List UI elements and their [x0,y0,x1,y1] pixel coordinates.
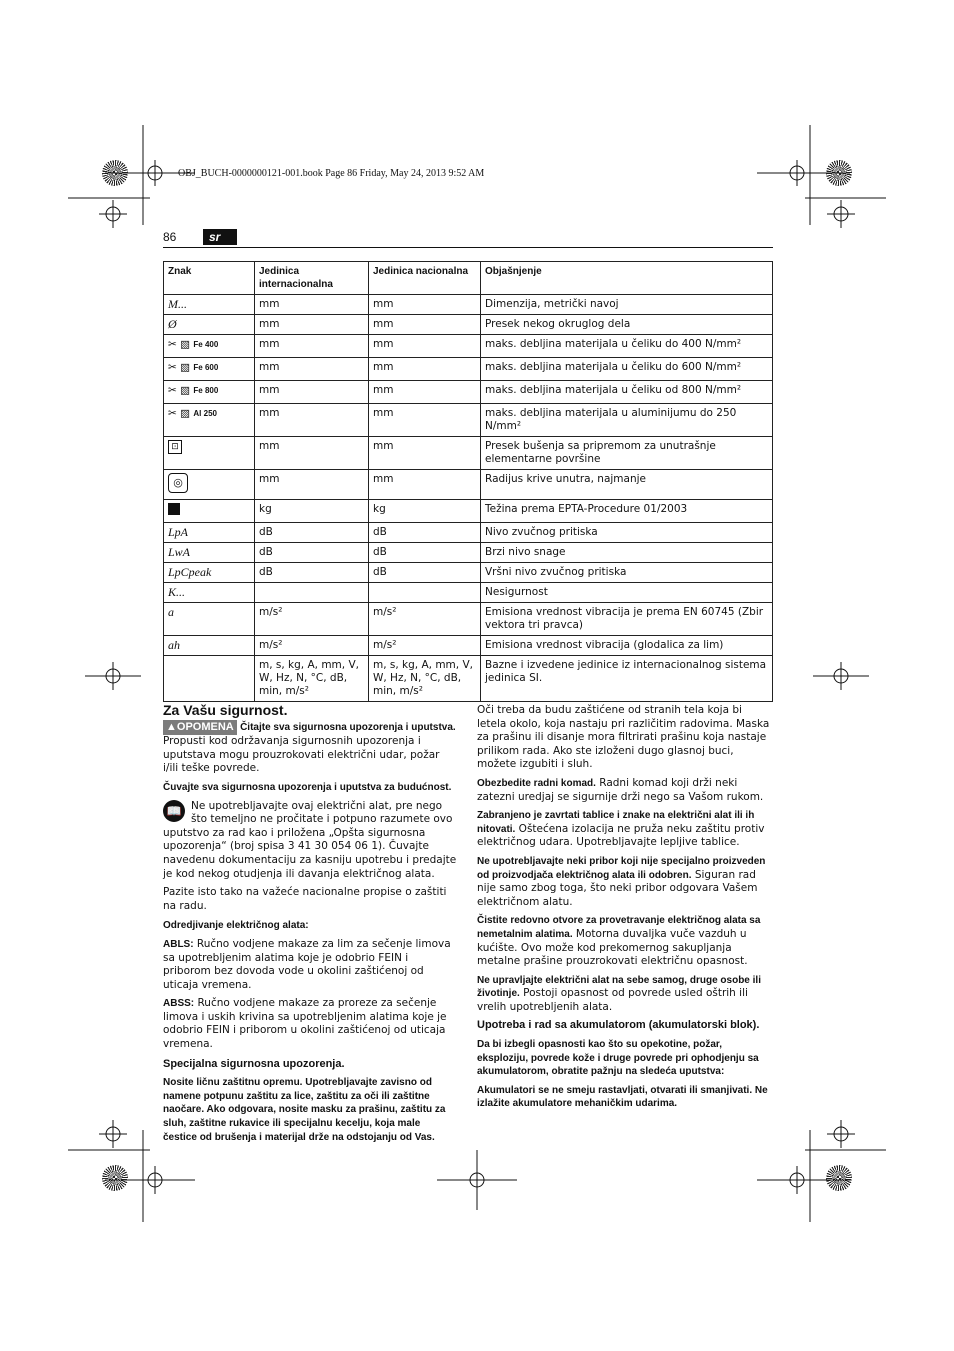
table-row [164,563,773,583]
national-unit-cell: mm [369,358,481,381]
national-unit-cell [369,583,481,603]
national-unit-cell: m, s, kg, A, mm, V, W, Hz, N, °C, dB, min, m/s² [369,656,481,702]
table-row [164,315,773,335]
material-label: Al 250 [193,409,217,418]
accessories-paragraph [477,855,773,909]
table-row [164,543,773,563]
symbol-cell: K... [164,583,255,603]
intl-unit-cell: dB [255,563,369,583]
accessories-bold: Ne upotrebljavajte neki pribor koji nije specijalno proizveden od proizvodjača električnog alata ili odobren. [477,855,766,881]
symbol-cell: ah [164,636,255,656]
description-cell: Presek bušenja sa pripremom za unutrašnje elementarne površine [481,437,773,470]
file-info-line: OBJ_BUCH-0000000121-001.book Page 86 Friday, May 24, 2013 9:52 AM [178,168,485,179]
symbol-cell [164,656,255,702]
intl-unit-cell: mm [255,358,369,381]
description-cell: Težina prema EPTA-Procedure 01/2003 [481,500,773,523]
symbol-cell [164,437,255,470]
table-row [164,358,773,381]
weight-icon [168,503,180,515]
national-unit-cell: mm [369,470,481,500]
cut-steel-icon: ✂ ▧ [168,384,194,397]
warning-triangle-icon: ▲ [166,720,177,733]
table-row [164,335,773,358]
warning-paragraph [163,720,457,776]
table-header-cell: Znak [164,262,255,295]
symbol-cell: LpA [164,523,255,543]
description-cell: Brzi nivo snage [481,543,773,563]
direction-text: Postoji opasnost od povrede usled oštrih ili vrelih upotrebljenih alata. [477,987,748,1013]
labels-bold: Zabranjeno je zavrtati tablice i znake na električni alat ili ih nitovati. [477,810,755,835]
read-manual-icon: 📖 [163,800,185,822]
national-unit-cell: mm [369,315,481,335]
abls-paragraph [163,938,457,992]
purpose-heading: Odredjivanje električnog alata: [163,920,309,932]
intl-unit-cell: dB [255,543,369,563]
symbol-cell [164,500,255,523]
accessories-text: Siguran rad nije samo zbog toga, što neki pribor odgovara Vašem električnom alatu. [477,868,758,908]
workpiece-text: Radni komad koji drži neki zatezni uredjaj se sigurnije drži nego sa Vašom rukom. [477,776,764,803]
intl-unit-cell: m/s² [255,603,369,636]
symbol-cell: Ø [164,315,255,335]
symbol-table [163,261,773,702]
symbol-cell [164,470,255,500]
table-row [164,437,773,470]
description-cell: Emisiona vrednost vibracija (glodalica za lim) [481,636,773,656]
symbol-cell [164,335,255,358]
national-unit-cell: dB [369,523,481,543]
description-cell: Bazne i izvedene jedinice iz internacionalnog sistema jedinica SI. [481,656,773,702]
header-rule [163,247,773,248]
abls-text: Ručno vodjene makaze za lim za sečenje limova sa upotrebljenim alatima koje je odobrio FEIN i priborom bez dovoda vode u okolini zaštićenoj od uticaja vremena. [163,937,451,991]
labels-paragraph [477,809,773,850]
ppe-warning-text: Nosite ličnu zaštitnu opremu. Upotrebljavajte zavisno od namene potpunu zaštitu za lice, zaštitu za oči ili zaštitne naočare. Ako odgovara, nosite masku za prašinu, zaštitu za sluh, zaštitne rukavice ili specijalnu kecelju, koja male čestice od brušenja i materijal drže na odstojanju od Vas. [163,1077,446,1143]
eye-protection-text: Oči treba da budu zaštićene od stranih tela koja bi letela okolo, koja nastaju pri različitim radovima. Maska za prašinu ili disanje mora filtrirati prašinu koja nastaje prilikom rada. Ako ste izloženi dugo glasnoj buci, možete izgubiti i sluh. [477,704,770,771]
symbol-cell: M... [164,295,255,315]
drill-hole-icon: ⊡ [168,440,182,454]
cut-steel-icon: ✂ ▧ [168,361,194,374]
left-column [163,704,457,1149]
ventilation-text: Motorna duvaljka vuče vazduh u kućište. Ovo može kod prekomernog sakupljanja metalne prašine prouzrokovati električnu opasnost. [477,927,748,968]
abss-text: Ručno vodjene makaze za proreze za sečenje limova i uskih krivina sa upotrebljenim alatima koje je odobrio FEIN i priborom u okolini zaštićenoj od uticaja vremena. [163,997,447,1051]
table-row [164,404,773,437]
material-label: Fe 600 [193,363,219,372]
regulations-text: Pazite isto tako na važeće nacionalne propise o zaštiti na radu. [163,886,447,912]
page-number: 86 [163,230,177,244]
national-unit-cell: mm [369,335,481,358]
intl-unit-cell: mm [255,295,369,315]
intl-unit-cell: mm [255,335,369,358]
special-heading: Specijalna sigurnosna upozorenja. [163,1057,345,1070]
symbol-cell [164,358,255,381]
table-row [164,500,773,523]
battery-intro-text: Da bi izbegli opasnosti kao što su opekotine, požar, eksploziju, povrede kože i druge povrede pri ophodjenju sa akumulatorom, obratite pažnju na sledeća uputstva: [477,1039,759,1078]
ventilation-paragraph [477,914,773,968]
cut-aluminium-icon: ✂ ▨ [168,407,194,420]
direction-paragraph [477,974,773,1015]
abls-label: ABLS: [163,938,194,950]
ventilation-bold: Čistite redovno otvore za provetravanje električnog alata sa nemetalnim alatima. [477,915,761,940]
abss-label: ABSS: [163,998,195,1010]
description-cell: maks. debljina materijala u aluminijumu do 250 N/mm² [481,404,773,437]
table-header-cell: Objašnjenje [481,262,773,295]
national-unit-cell: dB [369,563,481,583]
description-cell: Presek nekog okruglog dela [481,315,773,335]
table-row [164,583,773,603]
description-cell: maks. debljina materijala u čeliku od 800 N/mm² [481,381,773,404]
manual-paragraph [163,800,457,882]
warning-badge-label: OPOMENA [176,720,234,733]
table-row [164,603,773,636]
cut-steel-icon: ✂ ▧ [168,338,194,351]
table-header-row [164,262,773,295]
table-row [164,470,773,500]
intl-unit-cell: mm [255,404,369,437]
symbol-cell [164,381,255,404]
table-row [164,381,773,404]
material-label: Fe 400 [193,340,219,349]
description-cell: maks. debljina materijala u čeliku do 400 N/mm² [481,335,773,358]
warning-badge [163,720,237,736]
workpiece-paragraph [477,777,773,804]
warning-bold-text: Čitajte sva sigurnosna upozorenja i uputstva. [240,721,456,733]
intl-unit-cell: mm [255,381,369,404]
table-row [164,656,773,702]
description-cell: Dimenzija, metrički navoj [481,295,773,315]
keep-instructions-text: Čuvajte sva sigurnosna upozorenja i uputstva za budućnost. [163,781,452,793]
table-header-cell: Jedinica internacionalna [255,262,369,295]
intl-unit-cell: m, s, kg, A, mm, V, W, Hz, N, °C, dB, min, m/s² [255,656,369,702]
language-tag: sr [203,229,237,245]
symbol-cell: LpCpeak [164,563,255,583]
description-cell: Nivo zvučnog pritiska [481,523,773,543]
section-title: Za Vašu sigurnost. [163,702,288,718]
table-header-cell: Jedinica nacionalna [369,262,481,295]
national-unit-cell: kg [369,500,481,523]
national-unit-cell: m/s² [369,603,481,636]
symbol-cell: LwA [164,543,255,563]
intl-unit-cell: m/s² [255,636,369,656]
warning-text: Propusti kod održavanja sigurnosnih upozorenja i uputstava mogu prouzrokovati električni udar, požar i/ili teške povrede. [163,735,440,775]
national-unit-cell: mm [369,437,481,470]
national-unit-cell: mm [369,381,481,404]
battery-warning-text: Akumulatori se ne smeju rastavljati, otvarati ili smanjivati. Ne izlažite akumulatore mehaničkim udarima. [477,1084,768,1110]
symbol-cell [164,404,255,437]
curve-radius-icon: ◎ [168,473,188,493]
description-cell: Emisiona vrednost vibracija je prema EN 60745 (Zbir vektora tri pravca) [481,603,773,636]
table-row [164,636,773,656]
national-unit-cell: m/s² [369,636,481,656]
labels-text: Oštećena izolacija ne pruža neku zaštitu protiv električnog udara. Upotrebljavajte lepljive tablice. [477,822,765,849]
right-column [477,704,773,1116]
intl-unit-cell: mm [255,437,369,470]
intl-unit-cell: dB [255,523,369,543]
workpiece-bold: Obezbedite radni komad. [477,777,596,789]
material-label: Fe 800 [193,386,219,395]
national-unit-cell: mm [369,295,481,315]
table-row [164,295,773,315]
intl-unit-cell: mm [255,470,369,500]
abss-paragraph [163,997,457,1051]
national-unit-cell: dB [369,543,481,563]
intl-unit-cell [255,583,369,603]
intl-unit-cell: mm [255,315,369,335]
description-cell: Nesigurnost [481,583,773,603]
description-cell: Radijus krive unutra, najmanje [481,470,773,500]
direction-bold: Ne upravljajte električni alat na sebe samog, druge osobe ili životinje. [477,974,761,1000]
national-unit-cell: mm [369,404,481,437]
intl-unit-cell: kg [255,500,369,523]
manual-text: Ne upotrebljavajte ovaj električni alat, pre nego što temeljno ne pročitate i potpuno razumete ovo uputstvo za rad kao i priložena „Opšta sigurnosna upozorenja“ (broj spisa 3 41 30 054 06 1). Čuvajte navedenu dokumentaciju za kasniju upotrebu i predajte je kod nekog otudjenja ili davanja električnog alata. [163,799,457,880]
symbol-cell: a [164,603,255,636]
battery-heading: Upotreba i rad sa akumulatorom (akumulatorski blok). [477,1019,760,1032]
description-cell: maks. debljina materijala u čeliku do 600 N/mm² [481,358,773,381]
description-cell: Vršni nivo zvučnog pritiska [481,563,773,583]
table-row [164,523,773,543]
